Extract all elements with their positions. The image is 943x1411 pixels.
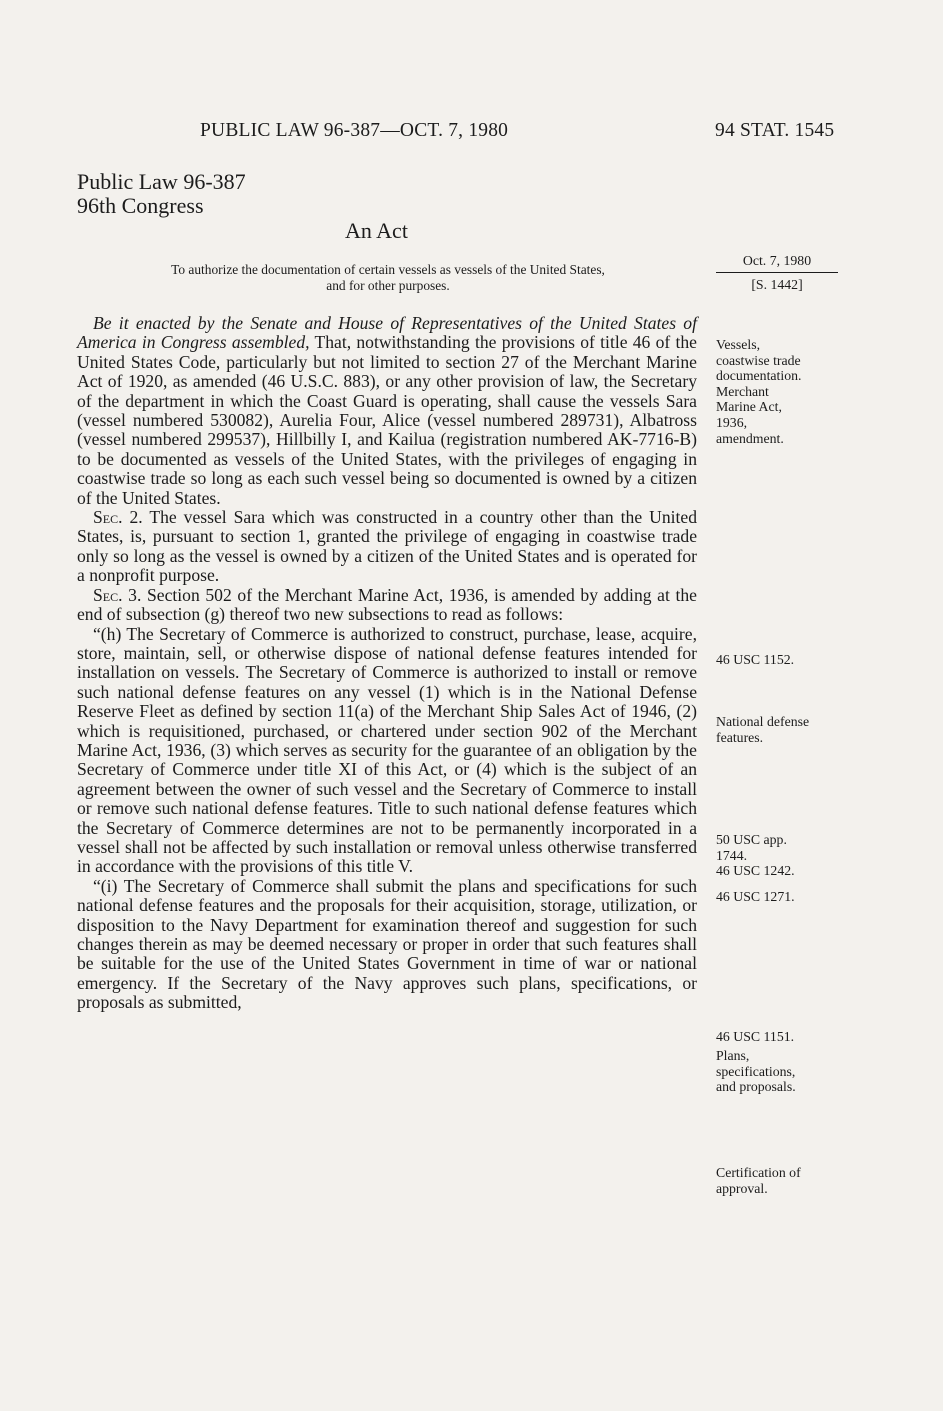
margin-note-plans: Plans, specifications, and proposals. — [716, 1048, 796, 1095]
margin-note-46usc1151: 46 USC 1151. — [716, 1029, 795, 1044]
section-3-label: Sec. 3. — [93, 584, 142, 605]
approval-date: Oct. 7, 1980 — [716, 252, 838, 273]
enacting-clause: Be it enacted by the Senate and House of Representatives of the United States of America in Congress assembled, — [77, 313, 697, 353]
margin-note-46usc1271: 46 USC 1271. — [716, 889, 795, 904]
section-3-text: Section 502 of the Merchant Marine Act, 1936, is amended by adding at the end of subsection (g) thereof two new subsections to read as follows: — [77, 584, 697, 625]
bill-number: [S. 1442] — [751, 277, 803, 292]
act-heading: An Act — [345, 218, 408, 243]
running-header-right: 94 STAT. 1545 — [715, 120, 835, 141]
running-header-left: PUBLIC LAW 96-387—OCT. 7, 1980 — [200, 120, 509, 141]
section-3 — [77, 586, 697, 625]
margin-note-national-defense: National defense features. — [716, 714, 810, 745]
subsection-h: “(h) The Secretary of Commerce is authorized to construct, purchase, lease, acquire, store, maintain, sell, or otherwise dispose of national defense features intended for installation on vessels. The Secretary of Commerce is authorized to install or remove such national defense features on any vessel (1) which is in the National Defense Reserve Fleet as defined by section 11(a) of the Merchant Ship Sales Act of 1946, (2) which is requisitioned, purchased, or chartered under section 902 of the Merchant Marine Act, 1936, (3) which serves as security for the guarantee of an obligation by the Secretary of Commerce under title XI of this Act, or (4) which is the subject of an agreement between the owner of such vessel and the Secretary of Commerce to install or remove such national defense features. Title to such national defense features which the Secretary of Commerce determines are not to be permanently incorporated in a vessel shall not be affected by such installation or removal unless otherwise transferred in accordance with the provisions of this title V. — [77, 623, 697, 877]
section-2 — [77, 508, 697, 586]
section-1-text: That, notwithstanding the provisions of title 46 of the United States Code, particularly but not limited to section 27 of the Merchant Marine Act of 1920, as amended (46 U.S.C. 883), or any other provision of law, the Secretary of the department in which the Coast Guard is operating, shall cause the vessels Sara (vessel numbered 530082), Aurelia Four, Alice (vessel numbered 289731), Albatross (vessel numbered 299537), Hillbilly I, and Kailua (registration numbered AK-7716-B) to be documented as vessels of the United States, with the privileges of engaging in coastwise trade so long as each such vessel being so documented is owned by a citizen of the United States. — [77, 332, 697, 508]
purpose-line-2: and for other purposes. — [326, 278, 450, 293]
subsection-i: “(i) The Secretary of Commerce shall submit the plans and specifications for such national defense features and the proposals for their acquisition, storage, utilization, or disposition to the Navy Department for examination thereof and suggestion for such changes therein as may be deemed necessary or proper in order that such features shall be suitable for the use of the United States Government in time of war or national emergency. If the Secretary of the Navy approves such plans, specifications, or proposals as submitted, — [77, 875, 697, 1013]
purpose-line-1: To authorize the documentation of certain vessels as vessels of the United States, — [171, 262, 605, 277]
act-body — [77, 314, 697, 1013]
margin-note-certification: Certification of approval. — [716, 1165, 801, 1196]
section-2-label: Sec. 2. — [93, 507, 143, 528]
act-purpose — [78, 262, 698, 294]
congress-number: 96th Congress — [77, 193, 204, 218]
section-1 — [77, 314, 697, 508]
section-2-text: The vessel Sara which was constructed in a country other than the United States, is, pursuant to section 1, granted the privilege of engaging in coastwise trade only so long as the vessel is owned by a citizen of the United States and is operated for a nonprofit purpose. — [77, 507, 697, 586]
public-law-number: Public Law 96-387 — [77, 169, 246, 194]
approval-date-block — [716, 252, 838, 294]
margin-note-46usc1152: 46 USC 1152. — [716, 652, 795, 667]
margin-note-vessels: Vessels, coastwise trade documentation. Merchant Marine Act, 1936, amendment. — [716, 337, 802, 446]
margin-note-50usc-app: 50 USC app. 1744. 46 USC 1242. — [716, 832, 795, 879]
